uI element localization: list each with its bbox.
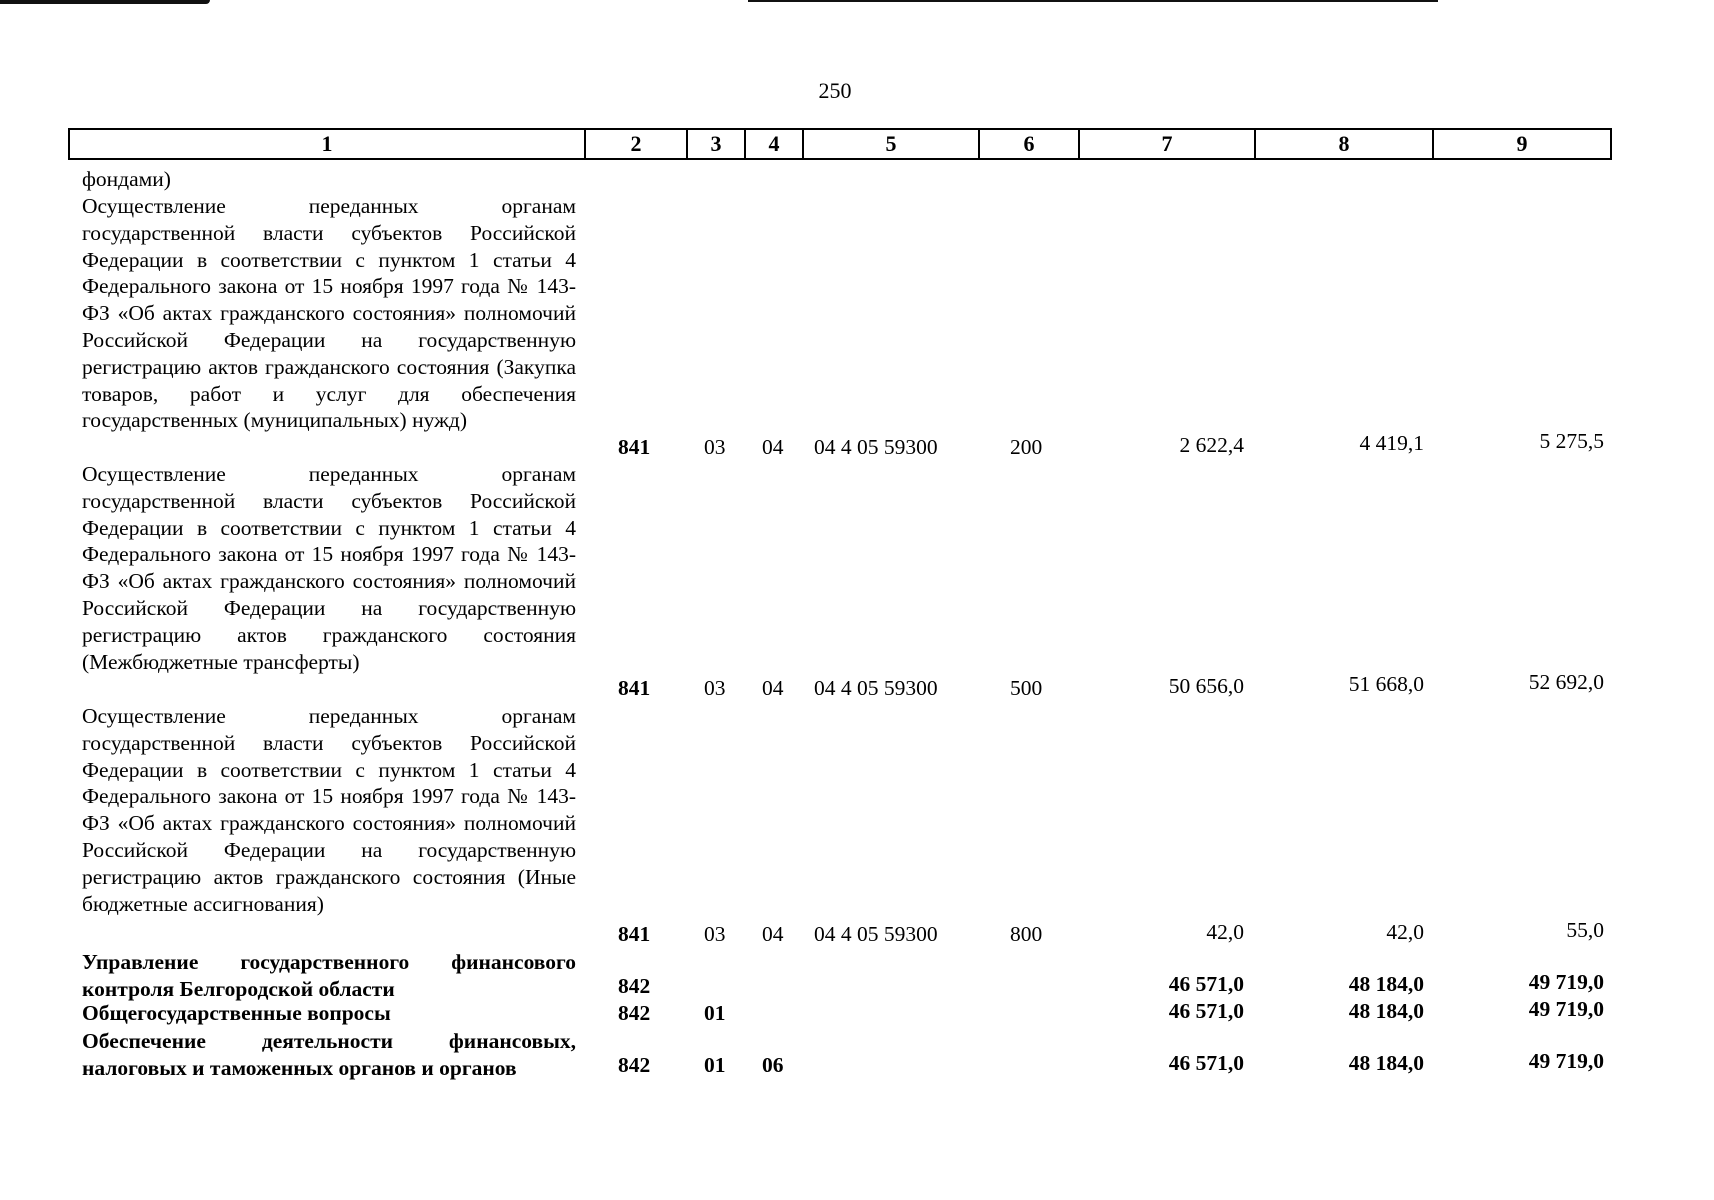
cell-section: 03 <box>704 676 726 700</box>
page-number: 250 <box>818 78 852 103</box>
cell-target-article: 04 4 05 59300 <box>814 435 938 459</box>
row-description: Осуществление переданных органам государственной власти субъектов Российской Федерации в соответствии с пунктом 1 статьи 4 Федерального закона от 15 ноября 1997 года № 143-ФЗ «Об актах гражданского состояния» полномочий Российской Федерации на государственную регистрацию актов гражданского состояния (Иные бюджетные ассигнования) <box>82 704 576 916</box>
cell-amount-col7: 46 571,0 <box>1168 1051 1244 1075</box>
row-description: Осуществление переданных органам государственной власти субъектов Российской Федерации в соответствии с пунктом 1 статьи 4 Федерального закона от 15 ноября 1997 года № 143-ФЗ «Об актах гражданского состояния» полномочий Российской Федерации на государственную регистрацию актов гражданского состояния (Закупка товаров, работ и услуг для обеспечения государственных (муниципальных) нужд) <box>82 194 576 433</box>
cell-ministry-code: 842 <box>618 1053 651 1077</box>
header-cell-7: 7 <box>1078 128 1256 160</box>
cell-amount-col9: 52 692,0 <box>1528 670 1604 694</box>
cell-target-article: 04 4 05 59300 <box>814 676 938 700</box>
cell-expense-type: 200 <box>1010 435 1043 459</box>
cell-subsection: 04 <box>762 435 784 459</box>
header-cell-3: 3 <box>686 128 746 160</box>
cell-expense-type: 800 <box>1010 922 1043 946</box>
cell-amount-col8: 42,0 <box>1386 920 1424 944</box>
header-cell-9: 9 <box>1432 128 1612 160</box>
header-cell-8: 8 <box>1254 128 1434 160</box>
header-cell-4: 4 <box>744 128 804 160</box>
cell-amount-col7: 46 571,0 <box>1168 972 1244 996</box>
cell-subsection: 06 <box>762 1053 784 1077</box>
scan-edge <box>0 0 210 4</box>
row-description: Общегосударственные вопросы <box>82 1001 391 1025</box>
header-cell-2: 2 <box>584 128 688 160</box>
cell-ministry-code: 842 <box>618 974 651 998</box>
cell-amount-col8: 48 184,0 <box>1348 972 1424 996</box>
cell-ministry-code: 841 <box>618 922 651 946</box>
cell-amount-col7: 42,0 <box>1206 920 1244 944</box>
cell-subsection: 04 <box>762 676 784 700</box>
cell-ministry-code: 841 <box>618 676 651 700</box>
cell-amount-col9: 49 719,0 <box>1528 1049 1604 1073</box>
cell-amount-col9: 5 275,5 <box>1539 429 1604 453</box>
cell-subsection: 04 <box>762 922 784 946</box>
cell-ministry-code: 841 <box>618 435 651 459</box>
cell-section: 03 <box>704 435 726 459</box>
row-description: Обеспечение деятельности финансовых, налоговых и таможенных органов и органов <box>82 1029 576 1080</box>
cell-amount-col7: 2 622,4 <box>1179 433 1244 457</box>
header-cell-5: 5 <box>802 128 980 160</box>
cell-amount-col9: 49 719,0 <box>1528 970 1604 994</box>
cell-section: 01 <box>704 1053 726 1077</box>
cell-amount-col8: 51 668,0 <box>1348 672 1424 696</box>
cell-amount-col7: 50 656,0 <box>1168 674 1244 698</box>
cell-expense-type: 500 <box>1010 676 1043 700</box>
scan-edge <box>748 0 1438 2</box>
cell-amount-col9: 55,0 <box>1566 918 1604 942</box>
cell-amount-col8: 4 419,1 <box>1359 431 1424 455</box>
cell-target-article: 04 4 05 59300 <box>814 922 938 946</box>
header-cell-6: 6 <box>978 128 1080 160</box>
cell-ministry-code: 842 <box>618 1001 651 1025</box>
table-header <box>68 128 1610 160</box>
cell-section: 03 <box>704 922 726 946</box>
cell-amount-col8: 48 184,0 <box>1348 999 1424 1023</box>
header-cell-1: 1 <box>68 128 586 160</box>
cell-section: 01 <box>704 1001 726 1025</box>
cell-amount-col7: 46 571,0 <box>1168 999 1244 1023</box>
cell-amount-col9: 49 719,0 <box>1528 997 1604 1021</box>
row-description: Осуществление переданных органам государственной власти субъектов Российской Федерации в соответствии с пунктом 1 статьи 4 Федерального закона от 15 ноября 1997 года № 143-ФЗ «Об актах гражданского состояния» полномочий Российской Федерации на государственную регистрацию актов гражданского состояния (Межбюджетные трансферты) <box>82 462 576 674</box>
row-description: Управление государственного финансового контроля Белгородской области <box>82 950 576 1001</box>
cell-amount-col8: 48 184,0 <box>1348 1051 1424 1075</box>
row-description: фондами) <box>82 167 171 191</box>
